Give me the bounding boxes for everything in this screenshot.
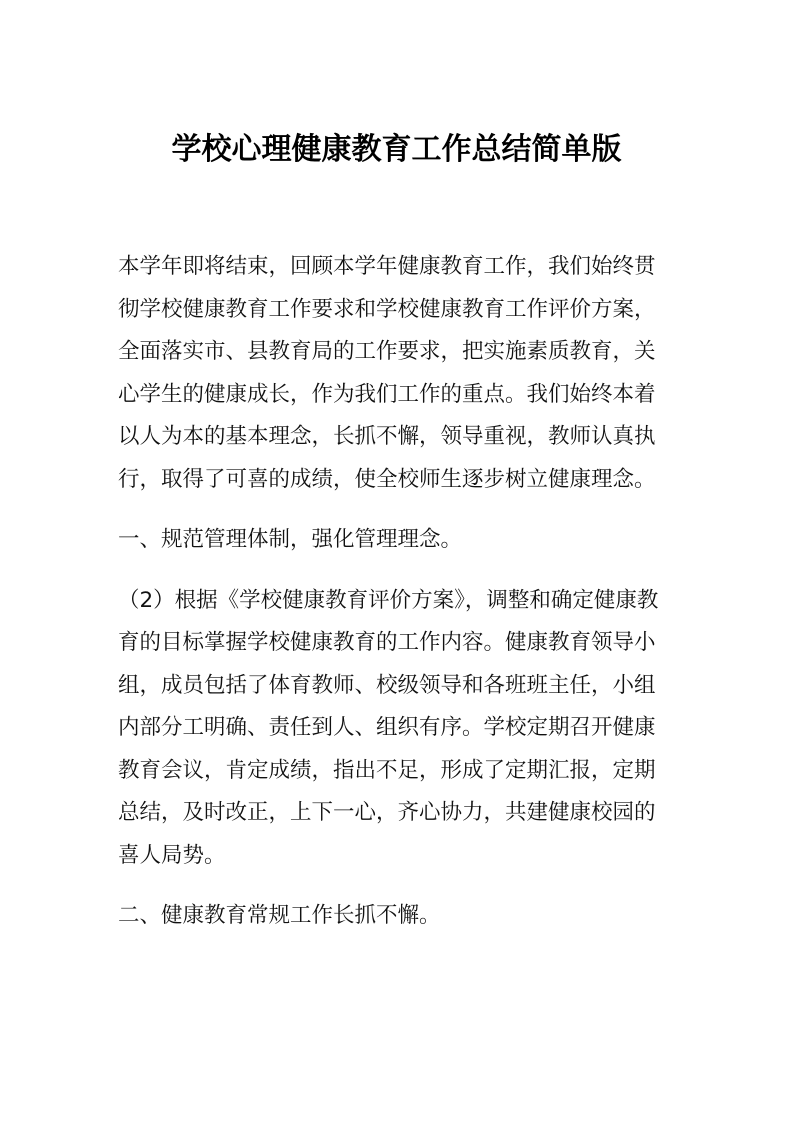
section-heading-text: 二、健康教育常规工作长抓不懈。 (118, 903, 441, 928)
text-line: 育的目标掌握学校健康教育的工作内容。健康教育领导小 (118, 630, 656, 655)
section-heading-2 (118, 895, 678, 938)
section-1-paragraph (118, 580, 678, 878)
text-line: 总结，及时改正，上下一心，齐心协力，共建健康校园的 (118, 800, 656, 825)
text-line: 内部分工明确、责任到人、组织有序。学校定期召开健康 (118, 715, 656, 740)
text-line: 心学生的健康成长，作为我们工作的重点。我们始终本着 (118, 381, 656, 407)
text-line: 全面落实市、县教育局的工作要求，把实施素质教育，关 (118, 339, 656, 364)
text-line: 行，取得了可喜的成绩，使全校师生逐步树立健康理念。 (118, 466, 656, 492)
text-line: 彻学校健康教育工作要求和学校健康教育工作评价方案， (118, 296, 656, 322)
text-line: 本学年即将结束，回顾本学年健康教育工作，我们始终贯 (118, 254, 656, 279)
text-line: （2）根据《学校健康教育评价方案》，调整和确定健康教 (118, 587, 659, 613)
section-heading-1 (118, 519, 678, 562)
document-body (118, 246, 678, 956)
text-line: 组，成员包括了体育教师、校级领导和各班班主任，小组 (118, 672, 656, 698)
document-title: 学校心理健康教育工作总结简单版 (171, 132, 622, 167)
section-heading-text: 一、规范管理体制，强化管理理念。 (118, 527, 463, 552)
text-line: 教育会议，肯定成绩，指出不足，形成了定期汇报，定期 (118, 757, 656, 783)
text-line: 喜人局势。 (118, 842, 226, 868)
text-line: 以人为本的基本理念，长抓不懈，领导重视，教师认真执 (118, 424, 656, 449)
intro-paragraph (118, 246, 678, 501)
